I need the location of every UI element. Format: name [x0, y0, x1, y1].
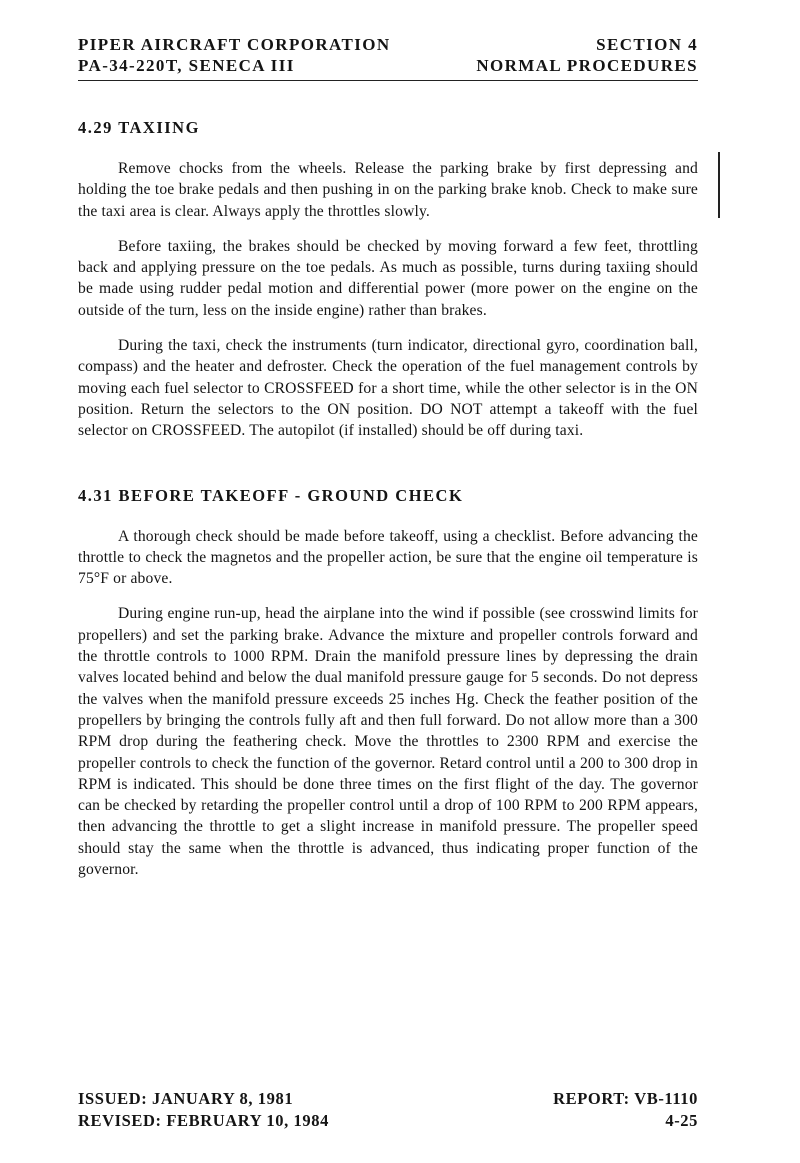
section-number: SECTION 4: [596, 35, 698, 54]
revised-date: REVISED: FEBRUARY 10, 1984: [78, 1111, 329, 1130]
report-number: REPORT: VB-1110: [553, 1089, 698, 1108]
revision-change-bar: [718, 152, 720, 218]
paragraph: Before taxiing, the brakes should be checked by moving forward a few feet, throttling back and applying pressure on the toe pedals. As much as possible, turns during taxiing should be made using rudder pedal motion and differential power (more power on the engine on the outside of the turn, less on the inside engine) rather than brakes.: [78, 237, 698, 319]
page-number: 4-25: [665, 1111, 698, 1130]
section-title: NORMAL PROCEDURES: [476, 56, 698, 75]
section-heading-before-takeoff: 4.31 BEFORE TAKEOFF - GROUND CHECK: [78, 485, 464, 505]
company-name: PIPER AIRCRAFT CORPORATION: [78, 35, 391, 54]
section-gap: [78, 456, 698, 486]
paragraph: During engine run-up, head the airplane into the wind if possible (see crosswind limits for propellers) and set the parking brake. Advance the mixture and propeller controls forward and the throttle controls to 1000 RPM. Drain the manifold pressure lines by depressing the drain valves located behind and below the dual manifold pressure gauge for 5 seconds. Do not depress the valves when the manifold pressure exceeds 25 inches Hg. Check the feather position of the propellers by bringing the controls fully aft and then full forward. Do not allow more than a 300 RPM drop during the feathering check. Move the throttles to 2300 RPM and exercise the propeller controls to check the function of the governor. Retard control until a 200 to 300 drop in RPM is indicated. This should be done three times on the first flight of the day. The governor can be checked by retarding the propeller control until a drop of 100 RPM to 200 RPM appears, then advancing the throttle to get a slight increase in manifold pressure. The propeller speed should stay the same when the throttle is advanced, thus indicating proper function of the governor.: [78, 605, 698, 879]
page-body: [78, 118, 698, 894]
aircraft-model: PA-34-220T, SENECA III: [78, 56, 295, 75]
issued-date: ISSUED: JANUARY 8, 1981: [78, 1089, 294, 1108]
paragraph: A thorough check should be made before takeoff, using a checklist. Before advancing the throttle to check the magnetos and the propeller action, be sure that the engine oil temperature is 75°F or above.: [78, 527, 698, 588]
paragraph: During the taxi, check the instruments (turn indicator, directional gyro, coordination ball, compass) and the heater and defroster. Check the operation of the fuel management controls by moving each fuel selector to CROSSFEED for a short time, while the other selector is in the ON position. Return the selectors to the ON position. DO NOT attempt a takeoff with the fuel selector on CROSSFEED. The autopilot (if installed) should be off during taxi.: [78, 337, 698, 440]
page-footer: [78, 1088, 698, 1132]
header-rule: [78, 80, 698, 81]
paragraph: Remove chocks from the wheels. Release the parking brake by first depressing and holding the toe brake pedals and then pushing in on the parking brake knob. Check to make sure the taxi area is clear. Always apply the throttles slowly.: [78, 160, 698, 220]
page-header: [78, 34, 698, 76]
section-heading-taxiing: 4.29 TAXIING: [78, 118, 200, 137]
